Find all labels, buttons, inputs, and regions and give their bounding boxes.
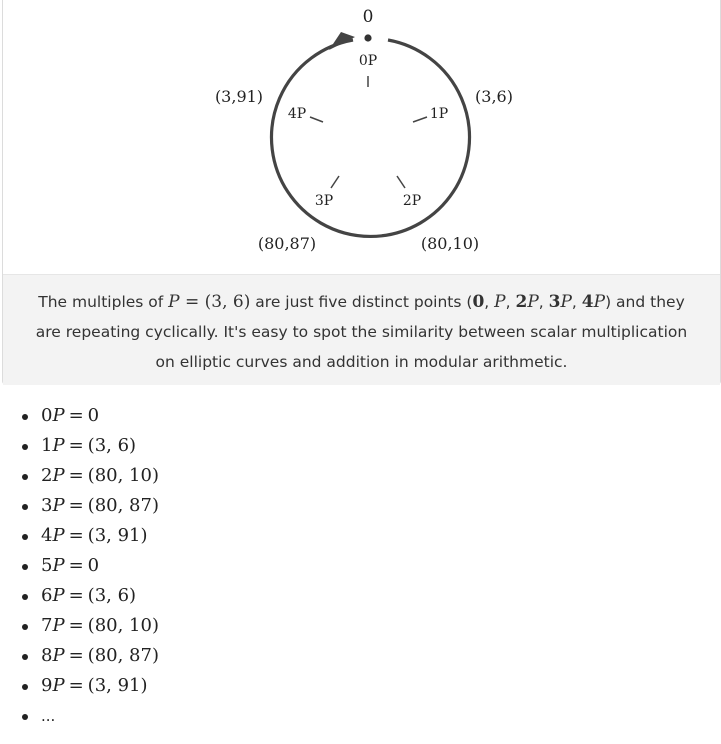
- list-item: 5P = 0: [41, 551, 159, 581]
- point-label-3p: (80,87): [257, 234, 317, 253]
- list-item: 8P = (80, 87): [41, 641, 159, 671]
- list-item: 4P = (3, 91): [41, 521, 159, 551]
- tick-2p: [397, 176, 405, 188]
- list-item-ellipsis: ...: [41, 701, 159, 731]
- list-item: 7P = (80, 10): [41, 611, 159, 641]
- zero-label: 0: [362, 7, 374, 27]
- ring-label-4p: 4P: [287, 106, 307, 122]
- tick-1p: [413, 117, 427, 122]
- caption-text: The multiples of P = (3, 6) are just five distinct points (0, P, 2P, 3P, 4P) and they are repeating cyclically. It's easy to spot the similarity between scalar multiplication on elliptic curves and addition in modular arithmetic.: [35, 292, 688, 371]
- ring-label-2p: 2P: [402, 193, 422, 209]
- cycle-arc: [271, 40, 469, 236]
- figure: [2, 0, 721, 385]
- list-item: 9P = (3, 91): [41, 671, 159, 701]
- tick-4p: [310, 117, 323, 122]
- ring-label-3p: 3P: [314, 193, 334, 209]
- tick-3p: [331, 176, 339, 188]
- list-item: 2P = (80, 10): [41, 461, 159, 491]
- cycle-diagram: [3, 0, 720, 274]
- ring-label-1p: 1P: [429, 106, 449, 122]
- list-item: 1P = (3, 6): [41, 431, 159, 461]
- figure-caption: [3, 274, 720, 385]
- multiples-list: [0, 401, 159, 731]
- point-label-4p: (3,91): [214, 87, 264, 106]
- zero-point: [364, 34, 371, 41]
- ring-label-0p: 0P: [358, 53, 378, 69]
- point-label-2p: (80,10): [420, 234, 480, 253]
- list-item: 0P = 0: [41, 401, 159, 431]
- list-item: 3P = (80, 87): [41, 491, 159, 521]
- point-label-1p: (3,6): [475, 87, 513, 106]
- list-item: 6P = (3, 6): [41, 581, 159, 611]
